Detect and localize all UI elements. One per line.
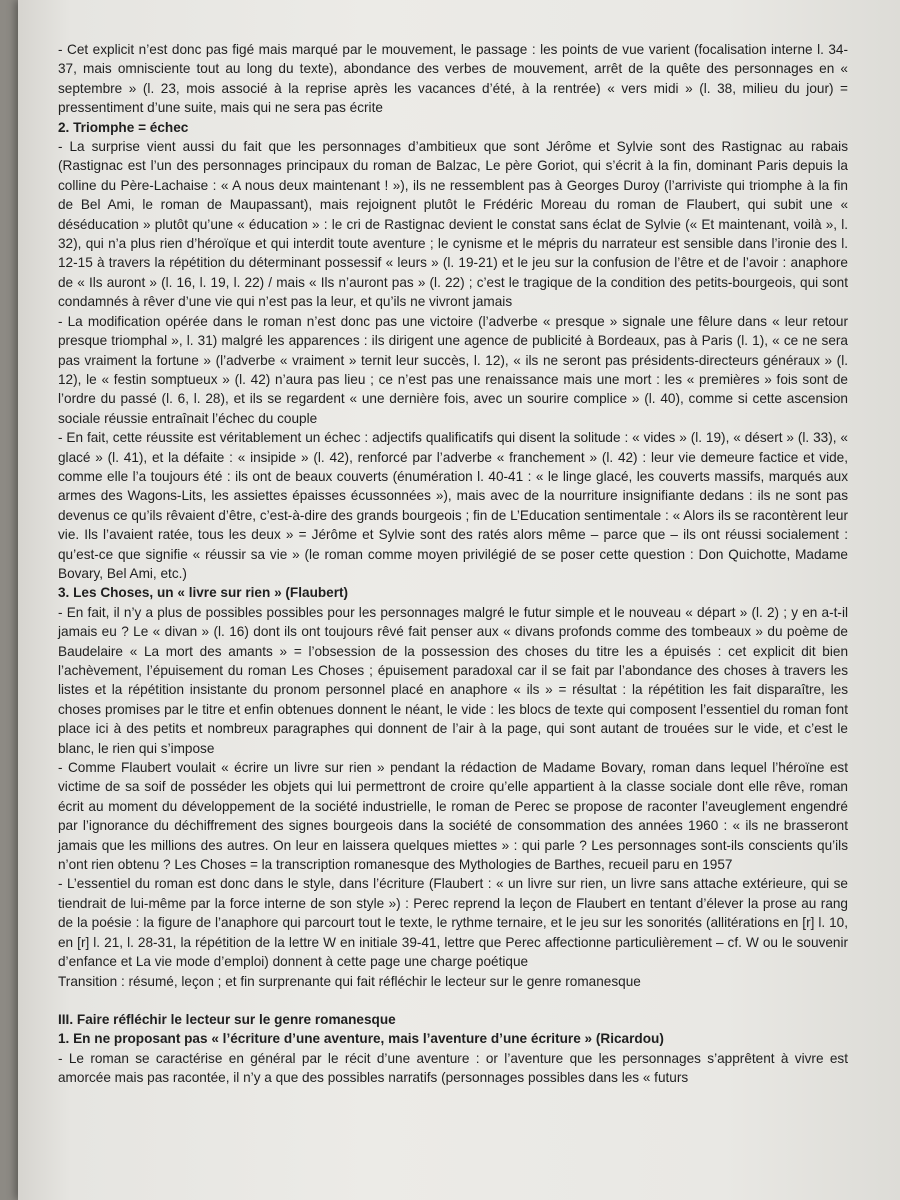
heading-livre-sur-rien: 3. Les Choses, un « livre sur rien » (Flaubert): [58, 585, 349, 601]
heading-part-three: III. Faire réfléchir le lecteur sur le genre romanesque: [58, 1011, 396, 1027]
paragraph-possibles: - En fait, il n’y a plus de possibles possibles pour les personnages malgré le futur simple et le nouveau « départ » (l. 2) ; y en a-t-il jamais eu ? Le « divan » (l. 16) dont ils ont toujours rêvé fait penser aux « divans profonds comme des tombeaux » du poème de Baudelaire « La mort des amants » = l’obsession de la possession des choses du titre les a épuisés : cet explicit dit bien l’achèvement, l’épuisement du roman Les Choses ; épuisement paradoxal car il se fait par l’abondance des choses à travers les listes et la répétition insistante du pronom personnel placé en anaphore « ils » = résultat : la répétition les fait disparaître, les choses promises par le titre et enfin obtenues donnent le néant, le vide : les blocs de texte qui composent l’essentiel du roman font place ici à des petits et nombreux paragraphes qui donnent de l’air à la page, qui sont autant de trouées sur le vide, et c’est le blanc, le rien qui s’impose: [58, 604, 848, 756]
paragraph-flaubert: - Comme Flaubert voulait « écrire un livre sur rien » pendant la rédaction de Madame Bovary, roman dans lequel l’héroïne est victime de sa soif de posséder les objets qui lui permettront de croire qu’elle appartient à la classe sociale dont elle rêve, roman écrit au moment du développement de la société industrielle, le roman de Perec se propose de raconter l’aveuglement engendré par l’ignorance du déchiffrement des signes bourgeois dans la société de consommation des années 1960 : « ils ne brasseront jamais que les millions des autres. On leur en laissera quelques miettes » : qui parle ? Les personnages sont-ils conscients qu’ils n’ont rien obtenu ? Les Choses = la transcription romanesque des Mythologies de Barthes, recueil paru en 1957: [58, 760, 848, 873]
paragraph-rastignac: - La surprise vient aussi du fait que les personnages d’ambitieux que sont Jérôme et Sylvie sont des Rastignac au rabais (Rastignac est l’un des personnages principaux du roman de Balzac, Le père Goriot, qui s’écrit à la fin, dominant Paris depuis la colline du Père-Lachaise : « A nous deux maintenant ! »), ils ne ressemblent pas à Georges Duroy (l’arriviste qui triomphe à la fin de Bel Ami, le roman de Maupassant), mais rejoignent plutôt le Frédéric Moreau du roman de Flaubert, qui subit une « déséducation » plutôt qu’une « éducation » : le cri de Rastignac devient le constat sans éclat de Sylvie (« Et maintenant, voilà », l. 32), qui n’a plus rien d’héroïque et qui interdit toute aventure ; le cynisme et le mépris du narrateur est sensible dans l’ironie des l. 12-15 à travers la répétition du déterminant possessif « leurs » (l. 19-21) et le jeu sur la confusion de l’être et de l’avoir : anaphore de « Ils auront » (l. 16, l. 19, l. 22) / mais « Ils n’auront pas » (l. 22) ; c’est le tragique de la condition des petits-bourgeois, qui sont condamnés à rêver d’une vie qui n’est pas la leur, et qu’ils ne vivront jamais: [58, 139, 848, 310]
heading-ricardou: 1. En ne proposant pas « l’écriture d’une aventure, mais l’aventure d’une écriture » (Ricardou): [58, 1031, 664, 1047]
paragraph-modification: - La modification opérée dans le roman n’est donc pas une victoire (l’adverbe « presque » signale une fêlure dans « leur retour presque triomphal », l. 31) malgré les apparences : ils dirigent une agence de publicité à Bordeaux, pas à Paris (l. 1), « ce ne sera pas vraiment la fortune » (l’adverbe « vraiment » ternit leur succès, l. 12), « ils ne seront pas présidents-directeurs généraux » (l. 12), le « festin somptueux » (l. 42) n’aura pas lieu ; ce n’est pas une renaissance mais une mort : les « premières » fois sont de l’ordre du passé (l. 6, l. 28), et ils se regardent « une dernière fois, avec un sourire complice » (l. 40), comme si cette ascension sociale réussie entraînait l’échec du couple: [58, 313, 848, 426]
document-page: [58, 40, 848, 1088]
paper-sheet: [18, 0, 900, 1200]
heading-triomphe-echec: 2. Triomphe = échec: [58, 119, 189, 135]
paragraph-style: - L’essentiel du roman est donc dans le style, dans l’écriture (Flaubert : « un livre sur rien, un livre sans attache extérieure, qui se tiendrait de lui-même par la force interne de son style ») : Perec reprend la leçon de Flaubert en tentant d’élever la prose au rang de la poésie : la figure de l’anaphore qui parcourt tout le texte, le rythme ternaire, et le jeu sur les sonorités (allitérations en [r] l. 10, en [r] l. 21, l. 28-31, la répétition de la lettre W en initiale 39-41, lettre que Perec affectionne particulièrement – cf. W ou le souvenir d’enfance et La vie mode d’emploi) donnent à cette page une charge poétique: [58, 876, 848, 970]
blank-line: [58, 991, 848, 1010]
paragraph-explicit-movement: - Cet explicit n’est donc pas figé mais marqué par le mouvement, le passage : les points de vue varient (focalisation interne l. 34-37, mais omnisciente tout au long du texte), abondance des verbes de mouvement, arrêt de la quête des personnages en « septembre » (l. 23, mois associé à la reprise après les vacances d’été, à la rentrée) « vers midi » (l. 38, milieu du jour) = pressentiment d’une suite, mais qui ne sera pas écrite: [58, 42, 848, 116]
paragraph-aventure: - Le roman se caractérise en général par le récit d’une aventure : or l’aventure que les personnages s’apprêtent à vivre est amorcée mais pas racontée, il n’y a que des possibles narratifs (personnages possibles dans les « futurs: [58, 1050, 848, 1086]
paragraph-reussite-echec: - En fait, cette réussite est véritablement un échec : adjectifs qualificatifs qui disent la solitude : « vides » (l. 19), « désert » (l. 33), « glacé » (l. 41), et la défaite : « insipide » (l. 42), renforcé par l’adverbe « franchement » (l. 42) : leur vie demeure factice et vide, comme elle l’a toujours été : ils ont de beaux couverts (énumération l. 40-41 : « le linge glacé, les couverts massifs, marqués aux armes des Wagons-Lits, les assiettes épaisses écussonnées »), mais avec de la nourriture insignifiante dedans : ils ne sont pas devenus ce qu’ils rêvaient d’être, c’est-à-dire des grands bourgeois ; fin de L’Education sentimentale : « Alors ils se racontèrent leur vie. Ils l’avaient ratée, tous les deux » = Jérôme et Sylvie sont des ratés alors même – parce que – ils ont réussi socialement : qu’est-ce que signifie « réussir sa vie » (le roman comme moyen privilégié de se poser cette question : Don Quichotte, Madame Bovary, Bel Ami, etc.): [58, 430, 848, 581]
paragraph-transition: Transition : résumé, leçon ; et fin surprenante qui fait réfléchir le lecteur sur le genre romanesque: [58, 973, 641, 989]
